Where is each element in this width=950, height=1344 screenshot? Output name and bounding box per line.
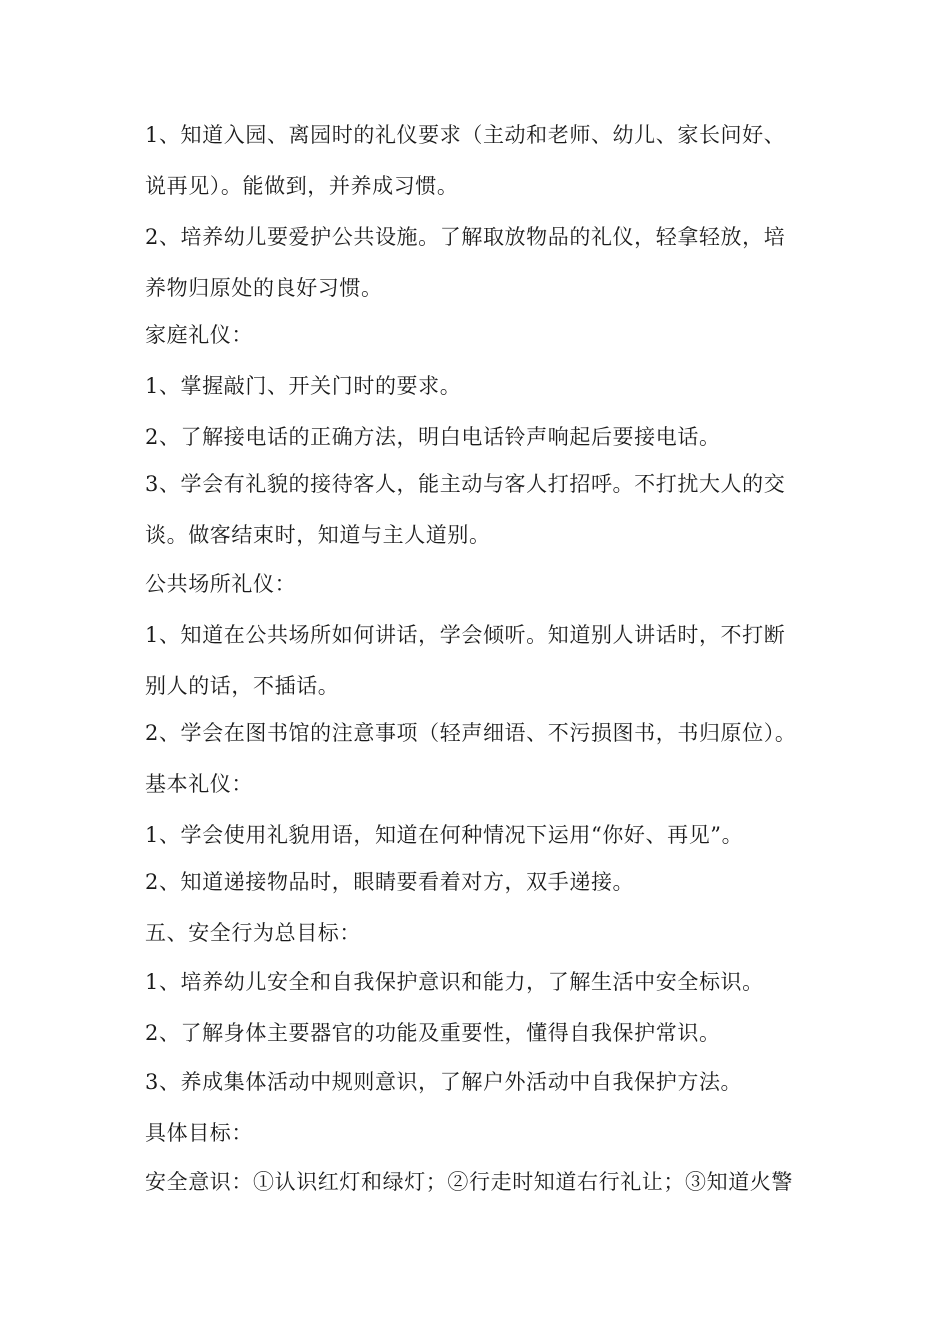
section-heading: 具体目标： <box>145 1121 253 1145</box>
text-line: 1、知道在公共场所如何讲话，学会倾听。知道别人讲话时，不打断 <box>145 623 786 647</box>
text-line: 说再见）。能做到，并养成习惯。 <box>145 174 459 198</box>
section-heading: 家庭礼仪： <box>145 323 253 347</box>
section-heading: 基本礼仪： <box>145 772 253 796</box>
text-line: 2、学会在图书馆的注意事项（轻声细语、不污损图书，书归原位）。 <box>145 721 797 745</box>
text-line: 1、知道入园、离园时的礼仪要求（主动和老师、幼儿、家长问好、 <box>145 123 786 147</box>
text-line: 安全意识：①认识红灯和绿灯；②行走时知道右行礼让；③知道火警 <box>145 1170 793 1194</box>
section-heading: 五、安全行为总目标： <box>145 921 361 945</box>
text-line: 2、知道递接物品时，眼睛要看着对方，双手递接。 <box>145 870 635 894</box>
text-line: 2、了解身体主要器官的功能及重要性，懂得自我保护常识。 <box>145 1021 721 1045</box>
text-line: 别人的话，不插话。 <box>145 674 340 698</box>
text-line: 养物归原处的良好习惯。 <box>145 276 383 300</box>
text-line: 1、学会使用礼貌用语，知道在何种情况下运用“你好、再见”。 <box>145 823 744 847</box>
text-line: 谈。做客结束时，知道与主人道别。 <box>145 523 491 547</box>
section-heading: 公共场所礼仪： <box>145 572 297 596</box>
text-line: 1、掌握敲门、开关门时的要求。 <box>145 374 462 398</box>
text-line: 3、学会有礼貌的接待客人，能主动与客人打招呼。不打扰大人的交 <box>145 472 786 496</box>
text-line: 1、培养幼儿安全和自我保护意识和能力，了解生活中安全标识。 <box>145 970 764 994</box>
text-line: 2、了解接电话的正确方法，明白电话铃声响起后要接电话。 <box>145 425 721 449</box>
text-line: 2、培养幼儿要爱护公共设施。了解取放物品的礼仪，轻拿轻放，培 <box>145 225 786 249</box>
text-line: 3、养成集体活动中规则意识，了解户外活动中自我保护方法。 <box>145 1070 743 1094</box>
